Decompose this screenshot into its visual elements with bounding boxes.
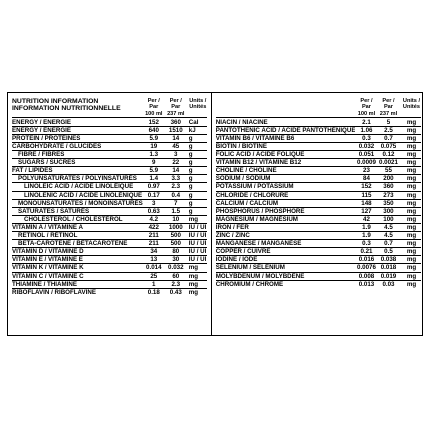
nutrient-name: BETA-CAROTENE / BÊTACAROTÈNE [18, 240, 128, 248]
value-per-237ml: 350 [383, 199, 394, 207]
value-per-100ml: 1.06 [360, 126, 373, 134]
nutrient-name: FIBRE / FIBRES [18, 151, 65, 159]
nutrient-row [216, 192, 422, 200]
right-rows [216, 119, 422, 288]
nutrient-name: FOLIC ACID / ACIDE FOLIQUE [215, 151, 305, 159]
unit: mg [406, 134, 417, 142]
value-per-237ml: 200 [383, 175, 394, 183]
nutrient-name: MAGNESIUM / MAGNÉSIUM [215, 215, 298, 223]
nutrient-row [12, 256, 207, 264]
nutrient-row [216, 281, 422, 288]
value-per-237ml: 0.43 [169, 288, 182, 296]
nutrient-name: VITAMIN K / VITAMINE K [12, 264, 84, 272]
unit: mg [406, 232, 417, 240]
nutrient-row [12, 127, 207, 135]
nutrient-name: SATURATES / SATURÉS [18, 207, 90, 215]
right-header-spacer [216, 98, 356, 117]
nutrient-name: CARBOHYDRATE / GLUCIDES [12, 143, 102, 150]
nutrient-row [216, 224, 422, 232]
nutrient-row [12, 159, 207, 167]
value-per-237ml: 273 [383, 191, 394, 199]
value-per-100ml: 42 [363, 215, 370, 223]
value-per-100ml: 127 [361, 207, 372, 215]
title-french: INFORMATION NUTRITIONNELLE [12, 105, 121, 113]
unit: mg [188, 280, 199, 288]
value-per-237ml: 4.5 [384, 223, 393, 231]
value-per-100ml: 211 [148, 240, 159, 248]
unit: mg [406, 159, 417, 167]
nutrient-name: POLYUNSATURATES / POLYINSATURÉS [18, 175, 137, 183]
value-per-237ml: 60 [172, 272, 180, 280]
unit: mg [406, 126, 417, 134]
unit: kJ [188, 126, 196, 134]
nutrient-name: PROTEIN / PROTÉINES [12, 134, 81, 142]
nutrient-name: RIBOFLAVIN / RIBOFLAVINE [12, 288, 96, 296]
value-per-100ml: 152 [148, 118, 159, 126]
nutrient-name: COPPER / CUIVRE [215, 248, 271, 256]
nutrient-row [216, 248, 422, 256]
nutrient-name: RETINOL / RÉTINOL [18, 232, 78, 240]
value-per-237ml: 2.3 [171, 280, 181, 288]
nutrient-row [216, 216, 422, 224]
value-per-237ml: 100 [383, 215, 394, 223]
nutrient-row [12, 151, 207, 159]
unit: mg [406, 264, 417, 272]
value-per-237ml: 500 [170, 240, 181, 248]
nutrient-name: MANGANESE / MANGANÈSE [215, 240, 302, 248]
nutrient-row [216, 119, 422, 127]
value-per-237ml: 0.018 [380, 264, 397, 272]
unit: IU / UI [188, 232, 207, 240]
nutrient-name: BIOTIN / BIOTINE [215, 143, 268, 150]
value-per-100ml: 0.63 [147, 207, 160, 215]
nutrient-name: SUGARS / SUCRES [18, 159, 76, 167]
value-per-237ml: 360 [383, 183, 394, 191]
nutrient-row [216, 135, 422, 143]
unit: IU / UI [188, 223, 207, 231]
value-per-237ml: 0.038 [380, 256, 397, 264]
nutrient-row [12, 200, 207, 208]
nutrient-row [12, 224, 207, 232]
value-per-100ml: 0.008 [358, 272, 375, 280]
value-per-100ml: 5.9 [149, 134, 159, 142]
value-per-100ml: 0.013 [358, 280, 375, 288]
nutrient-name: MOLYBDENUM / MOLYBDÈNE [215, 272, 305, 280]
left-column [8, 93, 212, 335]
value-per-237ml: 3 [174, 151, 178, 159]
unit: IU / UI [188, 240, 207, 248]
value-per-237ml: 1000 [168, 223, 183, 231]
nutrient-name: IODINE / IODE [215, 256, 258, 264]
value-per-237ml: 55 [385, 167, 392, 175]
nutrient-name: SODIUM / SODIUM [215, 175, 271, 183]
header-per-100ml: Per / Par 100 ml [145, 98, 163, 117]
nutrient-name: CHOLINE / CHOLINE [215, 167, 277, 175]
value-per-100ml: 1.4 [149, 175, 159, 183]
value-per-237ml: 14 [172, 167, 180, 175]
nutrient-name: FAT / LIPIDES [12, 167, 53, 175]
unit: g [188, 207, 193, 215]
nutrient-row [12, 216, 207, 224]
nutrient-name: PANTOTHENIC ACID / ACIDE PANTOTHÉNIQUE [215, 126, 356, 134]
value-per-237ml: 14 [172, 134, 180, 142]
nutrient-row [12, 119, 207, 127]
unit: g [188, 143, 193, 150]
value-per-100ml: 1.9 [362, 232, 371, 240]
unit: g [188, 134, 193, 142]
unit: mg [406, 207, 417, 215]
unit: mg [406, 143, 417, 150]
value-per-100ml: 13 [150, 256, 158, 264]
nutrient-row [216, 256, 422, 264]
value-per-100ml: 5.9 [149, 167, 159, 175]
nutrient-row [216, 175, 422, 183]
value-per-100ml: 0.0076 [357, 264, 376, 272]
right-header [216, 98, 422, 118]
value-per-237ml: 0.019 [380, 272, 397, 280]
value-per-237ml: 300 [383, 207, 394, 215]
right-column [212, 93, 426, 335]
value-per-100ml: 1.3 [149, 151, 159, 159]
nutrient-name: CHOLESTEROL / CHOLESTÉROL [24, 215, 123, 223]
nutrient-row [216, 264, 422, 272]
nutrient-row [216, 167, 422, 175]
nutrient-row [12, 273, 207, 281]
nutrient-row [12, 264, 207, 272]
unit: mg [406, 175, 417, 183]
nutrient-name: IRON / FER [215, 223, 249, 231]
value-per-100ml: 148 [361, 199, 372, 207]
nutrient-row [216, 273, 422, 281]
value-per-100ml: 422 [148, 223, 159, 231]
unit: g [188, 191, 193, 199]
nutrient-name: CHLORIDE / CHLORURE [215, 191, 289, 199]
nutrient-name: SELENIUM / SÉLÉNIUM [215, 264, 285, 272]
unit: g [188, 183, 193, 191]
nutrient-row [12, 135, 207, 143]
value-per-100ml: 640 [148, 126, 159, 134]
value-per-100ml: 0.21 [360, 248, 373, 256]
nutrient-row [12, 192, 207, 200]
value-per-100ml: 0.17 [147, 191, 160, 199]
nutrient-name: VITAMIN B6 / VITAMINE B6 [215, 134, 295, 142]
value-per-237ml: 500 [170, 232, 181, 240]
title-english: NUTRITION INFORMATION [12, 98, 99, 105]
nutrient-name: NIACIN / NIACINE [215, 118, 268, 126]
value-per-237ml: 0.12 [382, 151, 395, 159]
unit: mg [188, 215, 199, 223]
value-per-237ml: 0.5 [384, 248, 393, 256]
nutrient-name: VITAMIN D / VITAMINE D [12, 248, 84, 256]
unit: mg [406, 215, 417, 223]
nutrient-name: MONOUNSATURATES / MONOINSATURÉS [18, 199, 143, 207]
unit: mg [406, 118, 417, 126]
left-header [12, 98, 207, 118]
nutrient-row [216, 208, 422, 216]
value-per-100ml: 9 [152, 159, 156, 167]
value-per-100ml: 0.18 [147, 288, 160, 296]
value-per-100ml: 0.051 [358, 151, 375, 159]
unit: mg [406, 183, 417, 191]
value-per-237ml: 0.075 [380, 143, 397, 150]
header-units: Units / Unités [189, 98, 207, 111]
nutrient-name: ZINC / ZINC [215, 232, 250, 240]
value-per-237ml: 2.5 [384, 126, 393, 134]
value-per-100ml: 0.032 [358, 143, 375, 150]
unit: IU / UI [188, 248, 207, 256]
header-per-237ml: Per / Par 237 ml [167, 98, 185, 117]
header-per-237ml: Per / Par 237 ml [379, 98, 398, 117]
value-per-237ml: 3.3 [171, 175, 181, 183]
unit: g [188, 167, 193, 175]
nutrient-row [12, 183, 207, 191]
nutrient-row [216, 143, 422, 151]
unit: mg [188, 288, 199, 296]
nutrient-name: VITAMIN E / VITAMINE E [12, 256, 83, 264]
value-per-237ml: 1510 [168, 126, 183, 134]
value-per-237ml: 80 [172, 248, 180, 256]
table-title [12, 98, 143, 117]
value-per-237ml: 0.4 [171, 191, 181, 199]
nutrient-name: ENERGY / ÉNERGIE [12, 126, 72, 134]
value-per-100ml: 19 [150, 143, 158, 150]
value-per-100ml: 4.2 [149, 215, 159, 223]
nutrient-name: CALCIUM / CALCIUM [215, 199, 278, 207]
nutrient-name: LINOLEIC ACID / ACIDE LINOLÉIQUE [24, 183, 134, 191]
value-per-237ml: 4.5 [384, 232, 393, 240]
value-per-100ml: 0.97 [147, 183, 160, 191]
unit: mg [406, 272, 417, 280]
value-per-100ml: 1.9 [362, 223, 371, 231]
value-per-100ml: 23 [363, 167, 370, 175]
value-per-100ml: 84 [363, 175, 370, 183]
nutrient-name: CHROMIUM / CHROME [215, 280, 284, 288]
nutrient-row [12, 208, 207, 216]
nutrient-name: VITAMIN A / VITAMINE A [12, 223, 83, 231]
value-per-237ml: 0.7 [384, 134, 393, 142]
nutrient-name: VITAMIN B12 / VITAMINE B12 [215, 159, 302, 167]
nutrient-row [12, 281, 207, 289]
unit: mg [406, 280, 417, 288]
unit: mg [406, 167, 417, 175]
value-per-237ml: 45 [172, 143, 180, 150]
value-per-100ml: 3 [152, 199, 156, 207]
value-per-237ml: 10 [172, 215, 180, 223]
unit: mg [406, 256, 417, 264]
value-per-237ml: 5 [386, 118, 391, 126]
unit: g [188, 151, 193, 159]
value-per-100ml: 0.3 [362, 240, 371, 248]
unit: g [188, 199, 193, 207]
value-per-100ml: 0.014 [146, 264, 162, 272]
nutrient-name: POTASSIUM / POTASSIUM [215, 183, 294, 191]
value-per-237ml: 1.5 [171, 207, 181, 215]
unit: mg [188, 264, 199, 272]
nutrient-row [216, 183, 422, 191]
unit: mg [406, 248, 417, 256]
unit: mg [406, 240, 417, 248]
header-units: Units / Unités [402, 98, 421, 111]
value-per-237ml: 22 [172, 159, 180, 167]
nutrient-row [216, 200, 422, 208]
unit: g [188, 159, 193, 167]
value-per-237ml: 30 [172, 256, 180, 264]
nutrient-row [216, 159, 422, 167]
value-per-100ml: 0.3 [362, 134, 371, 142]
value-per-100ml: 2.1 [362, 118, 371, 126]
nutrient-row [12, 143, 207, 151]
nutrient-row [12, 232, 207, 240]
unit: g [188, 175, 193, 183]
nutrient-row [12, 175, 207, 183]
value-per-100ml: 0.0009 [357, 159, 376, 167]
unit: mg [406, 191, 417, 199]
nutrient-name: VITAMIN C / VITAMINE C [12, 272, 84, 280]
nutrient-name: LINOLENIC ACID / ACIDE LINOLÉNIQUE [24, 191, 143, 199]
nutrient-row [12, 289, 207, 296]
value-per-237ml: 0.7 [384, 240, 393, 248]
nutrient-row [12, 248, 207, 256]
value-per-100ml: 25 [150, 272, 158, 280]
unit: mg [406, 223, 417, 231]
nutrient-name: THIAMINE / THIAMINE [12, 280, 77, 288]
unit: mg [406, 199, 417, 207]
unit: IU / UI [188, 256, 207, 264]
left-rows [12, 119, 207, 296]
nutrient-name: PHOSPHORUS / PHOSPHORE [215, 207, 305, 215]
value-per-237ml: 2.3 [171, 183, 181, 191]
nutrient-name: ENERGY / ÉNERGIE [12, 118, 72, 126]
unit: mg [188, 272, 199, 280]
nutrition-facts-panel [7, 92, 423, 336]
value-per-237ml: 0.03 [382, 280, 395, 288]
value-per-237ml: 360 [170, 118, 181, 126]
value-per-100ml: 152 [361, 183, 372, 191]
nutrient-row [12, 167, 207, 175]
value-per-100ml: 0.016 [358, 256, 375, 264]
nutrient-row [12, 240, 207, 248]
value-per-100ml: 1 [152, 280, 156, 288]
value-per-237ml: 0.0021 [379, 159, 398, 167]
unit: Cal [188, 118, 199, 126]
unit: mg [406, 151, 417, 159]
nutrient-row [216, 151, 422, 159]
value-per-100ml: 115 [361, 191, 372, 199]
value-per-237ml: 0.032 [168, 264, 184, 272]
nutrient-row [216, 232, 422, 240]
value-per-100ml: 211 [148, 232, 159, 240]
nutrient-row [216, 127, 422, 135]
value-per-237ml: 7 [174, 199, 178, 207]
nutrient-row [216, 240, 422, 248]
value-per-100ml: 34 [150, 248, 158, 256]
header-per-100ml: Per / Par 100 ml [357, 98, 376, 117]
